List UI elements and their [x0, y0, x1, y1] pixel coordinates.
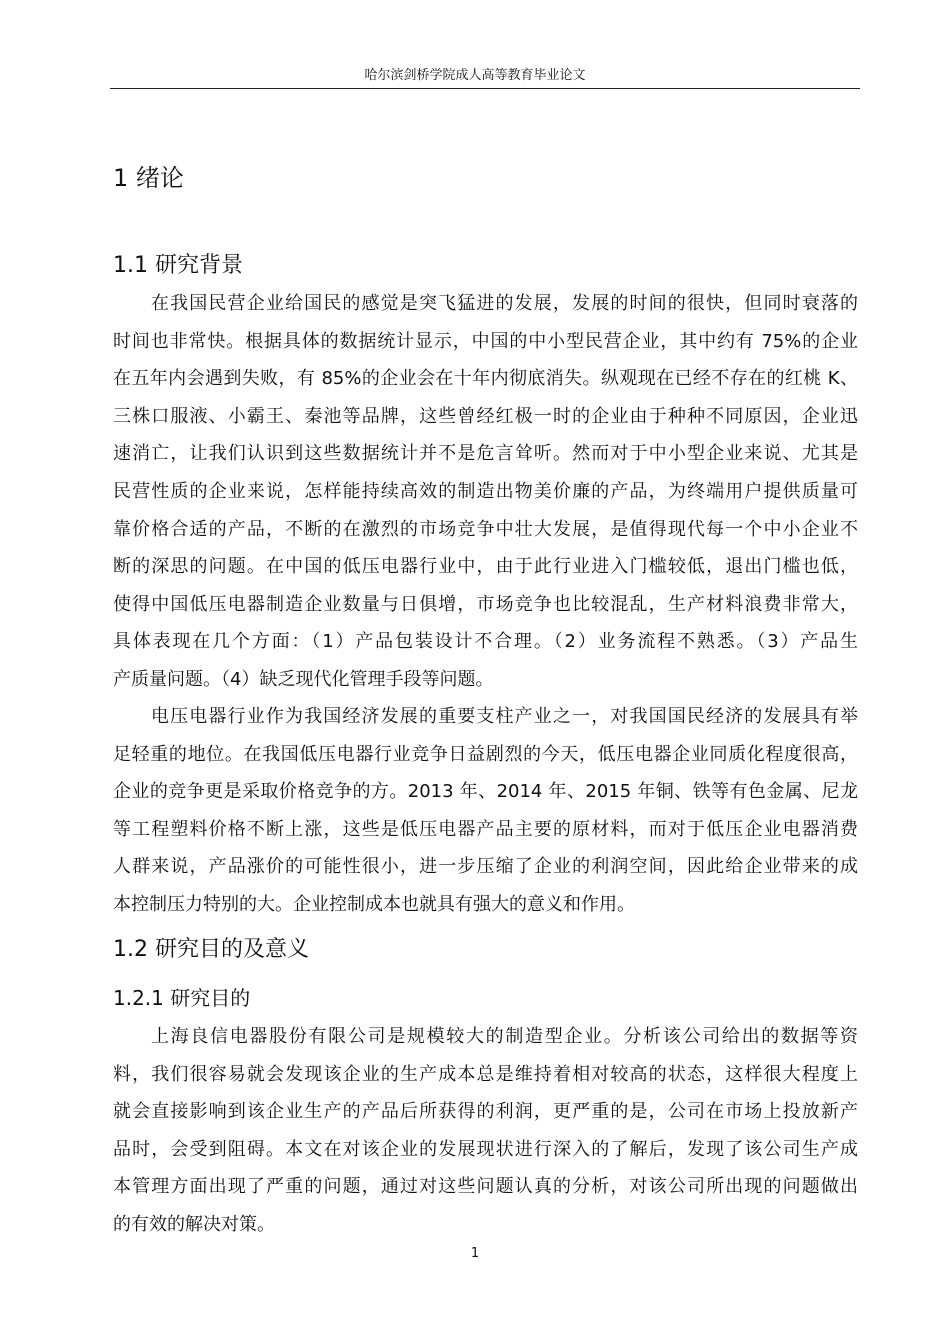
- paragraph-line: 企业的竞争更是采取价格竞争的方。2013 年、2014 年、2015 年铜、铁等有色金属、尼龙: [113, 781, 858, 803]
- paragraph-3: [113, 1018, 858, 1244]
- paragraph-line: 足轻重的地位。在我国低压电器行业竞争日益剧烈的今天，低压电器企业同质化程度很高，: [113, 743, 858, 765]
- paragraph-line: 品时，会受到阻碍。本文在对该企业的发展现状进行深入的了解后，发现了该公司生产成: [113, 1138, 858, 1160]
- section-heading-purpose-significance: 1.2 研究目的及意义: [113, 937, 309, 962]
- paragraph-line: 民营性质的企业来说，怎样能持续高效的制造出物美价廉的产品，为终端用户提供质量可: [113, 480, 858, 502]
- subsection-heading-purpose: 1.2.1 研究目的: [113, 986, 251, 1010]
- chapter-heading: 1 绪论: [113, 164, 184, 192]
- paragraph-line: 料，我们很容易就会发现该企业的生产成本总是维持着相对较高的状态，这样很大程度上: [113, 1063, 858, 1085]
- header-rule: [110, 88, 860, 89]
- paragraph-line: 靠价格合适的产品，不断的在激烈的市场竞争中壮大发展，是值得现代每一个中小企业不: [113, 518, 858, 540]
- paragraph-line: 时间也非常快。根据具体的数据统计显示，中国的中小型民营企业，其中约有 75%的企业: [113, 330, 858, 352]
- section-heading-background: 1.1 研究背景: [113, 253, 243, 278]
- paragraph-line: 上海良信电器股份有限公司是规模较大的制造型企业。分析该公司给出的数据等资: [151, 1026, 858, 1047]
- paragraph-line: 就会直接影响到该企业生产的产品后所获得的利润，更严重的是，公司在市场上投放新产: [113, 1101, 858, 1123]
- running-header: 哈尔滨剑桥学院成人高等教育毕业论文: [364, 68, 586, 83]
- paragraph-1: [113, 285, 858, 699]
- paragraph-line: 使得中国低压电器制造企业数量与日俱增，市场竞争也比较混乱，生产材料浪费非常大，: [113, 593, 858, 615]
- page-number: 1: [470, 1246, 480, 1261]
- paragraph-line: 速消亡，让我们认识到这些数据统计并不是危言耸听。然而对于中小型企业来说、尤其是: [113, 443, 858, 465]
- paragraph-line: 具体表现在几个方面：（1）产品包装设计不合理。（2）业务流程不熟悉。（3）产品生: [113, 631, 858, 653]
- paragraph-line: 三株口服液、小霸王、秦池等品牌，这些曾经红极一时的企业由于种种不同原因，企业迅: [113, 405, 858, 427]
- paragraph-line: 电压电器行业作为我国经济发展的重要支柱产业之一，对我国国民经济的发展具有举: [151, 706, 858, 727]
- paragraph-line: 等工程塑料价格不断上涨，这些是低压电器产品主要的原材料，而对于低压企业电器消费: [113, 818, 858, 840]
- paragraph-line: 在五年内会遇到失败，有 85%的企业会在十年内彻底消失。纵观现在已经不存在的红桃 K、: [113, 368, 858, 390]
- paragraph-line: 断的深思的问题。在中国的低压电器行业中，由于此行业进入门槛较低，退出门槛也低，: [113, 556, 858, 578]
- paragraph-line: 在我国民营企业给国民的感觉是突飞猛进的发展，发展的时间的很快，但同时衰落的: [151, 293, 858, 314]
- paragraph-line: 的有效的解决对策。: [113, 1213, 275, 1235]
- paragraph-line: 产质量问题。（4）缺乏现代化管理手段等问题。: [113, 668, 494, 690]
- paragraph-line: 本管理方面出现了严重的问题，通过对这些问题认真的分析，对该公司所出现的问题做出: [113, 1176, 858, 1198]
- paragraph-line: 本控制压力特别的大。企业控制成本也就具有强大的意义和作用。: [113, 893, 635, 915]
- paragraph-2: [113, 698, 858, 924]
- paragraph-line: 人群来说，产品涨价的可能性很小，进一步压缩了企业的利润空间，因此给企业带来的成: [113, 856, 858, 878]
